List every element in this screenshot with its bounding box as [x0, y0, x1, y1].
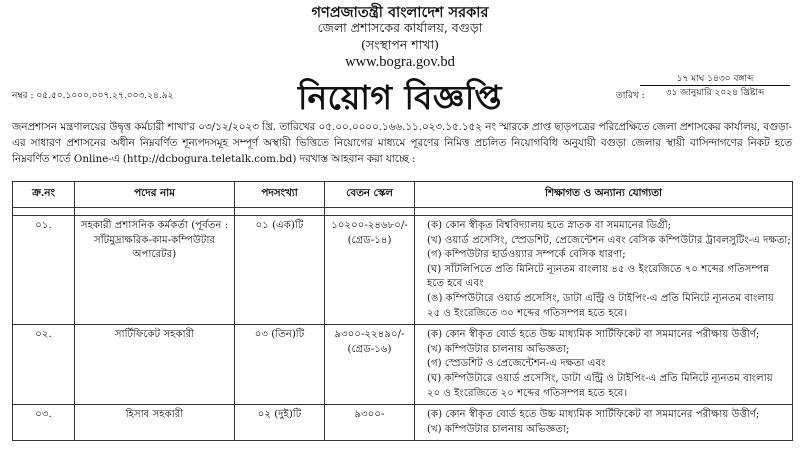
intro-paragraph: জনপ্রশাসন মন্ত্রণালয়ের উদ্বৃত্ত কর্মচারী শাখা'র ০৩/১২/২০২৩ খ্রি. তারিখের ০৫.০০.০০০০.১৬৬.১১.০২৩.১৫.১৫২ নং স্মারকে প্রাপ্ত ছাড়পত্রের পরিপ্রেক্ষিতে জেলা প্রশাসকের কার্যালয়, বগুড়া-এর সাধারণ প্রশাসনের অধীন নিম্নবর্ণিত শূন্যপদসমূহ সম্পূর্ণ অস্থায়ী ভিত্তিতে নিয়োগের মাধ্যমে পূরণের নিমিত্ত প্রচলিত নিয়োগবিধি অনুযায়ী বগুড়া জেলার স্থায়ী বাসিন্দাগণের নিকট হতে নিম্নবর্ণিত শর্তে Online-এ (http://dcbogura.teletalk.com.bd) দরখাস্ত আহবান করা যাচ্ছে :	[12, 121, 792, 165]
row-qualifications	[415, 405, 793, 441]
row-count: ০৩ (তিন)টি	[235, 325, 325, 405]
col-count-header: পদসংখ্যা	[235, 182, 325, 208]
website-url: www.bogra.gov.bd	[345, 54, 455, 70]
col-post-header: পদের নাম	[75, 182, 235, 208]
qualification-item: (গ) স্প্রেডশিট ও প্রেজেন্টেশন-এ দক্ষতা এবং	[427, 358, 606, 370]
row-pay	[325, 405, 415, 441]
pay-scale: ৯৩০০-২২৪৯০/-	[334, 329, 405, 341]
col-qualification-header: শিক্ষাগত ও অন্যান্য যোগ্যতা	[415, 182, 793, 208]
pay-grade: (গ্রেড-১৬)	[347, 343, 392, 355]
pay-grade: (গ্রেড-১৪)	[347, 234, 392, 246]
qualification-item: (ঘ) সাঁটলিপিতে প্রতি মিনিটে ন্যূনতম বাংলায় ৪৫ ও ইংরেজিতে ৭০ শব্দের গতিসম্পন্ন হতে হবে এবং	[427, 263, 770, 290]
pay-scale: ১০২০০-২৪৬৮০/-	[331, 220, 408, 231]
qualification-item: (গ) কম্পিউটার হার্ডওয়্যার সম্পর্কে বেসিক ধারণা;	[427, 249, 626, 261]
row-post: সহকারী প্রশাসনিক কর্মকর্তা (পূর্বতন : সাঁটমুদ্রাক্ষরিক-কাম-কম্পিউটার অপারেটর)	[75, 216, 235, 325]
date-bangla: ১৭ মাঘ ১৪৩০ বঙ্গাব্দ	[640, 72, 790, 86]
qualification-item: (ক) কোন স্বীকৃত বোর্ড হতে উচ্চ মাধ্যমিক সার্টিফিকেট বা সমমানের পরীক্ষায় উত্তীর্ণ;	[427, 409, 760, 421]
date-english: ৩১ জানুয়ারি ২০২৪ খ্রিষ্টাব্দ	[665, 88, 765, 98]
col-pay-header: বেতন স্কেল	[325, 182, 415, 208]
vacancy-table	[12, 181, 793, 441]
col-serial-header: ক্র.নং	[13, 182, 75, 208]
branch-name: (সংস্থাপন শাখা)	[360, 37, 440, 52]
row-pay	[325, 216, 415, 325]
qualification-item: (খ) কম্পিউটার চালনায় অভিজ্ঞতা;	[427, 343, 570, 355]
qualification-item: (ক) কোন স্বীকৃত বোর্ড হতে উচ্চ মাধ্যমিক সার্টিফিকেট বা সমমানের পরীক্ষায় উত্তীর্ণ;	[427, 329, 760, 341]
table-row	[13, 405, 793, 441]
row-serial: ০৩.	[13, 405, 75, 441]
row-count: ০১ (এক)টি	[235, 216, 325, 325]
date-label: তারিখ :	[616, 91, 645, 101]
row-qualifications	[415, 216, 793, 325]
office-name: জেলা প্রশাসকের কার্যালয়, বগুড়া	[317, 20, 483, 35]
row-serial: ০১.	[13, 216, 75, 325]
memo-number: নম্বর : ০৫.৫০.১০০০.০০৭.২৭.০০৩.২৪.৯২	[12, 91, 174, 101]
row-serial: ০২.	[13, 325, 75, 405]
qualification-item: (ঘ) কম্পিউটারে ওয়ার্ড প্রসেসিং, ডাটা এন্ট্রি ও টাইপিং-এ প্রতি মিনিটে ন্যূনতম বাংলায় ২০ ও ইংরেজিতে ২০ শব্দের গতিসম্পন্ন হতে হবে।	[427, 372, 773, 399]
row-qualifications	[415, 325, 793, 405]
qualification-item: (ঙ) কম্পিউটারে ওয়ার্ড প্রসেসিং, ডাটা এন্ট্রি ও টাইপিং-এ প্রতি মিনিটে ন্যূনতম বাংলায় ২৫ ও ইংরেজিতে ৩০ শব্দের গতিসম্পন্ন হতে হবে।	[427, 292, 774, 319]
table-spacer	[13, 208, 793, 216]
row-pay	[325, 325, 415, 405]
notice-title: নিয়োগ বিজ্ঞপ্তি	[298, 78, 502, 117]
row-count: ০২ (দুই)টি	[235, 405, 325, 441]
qualification-item: (ক) কোন স্বীকৃত বিশ্ববিদ্যালয় হতে স্নাতক বা সমমানের ডিগ্রী;	[427, 220, 672, 231]
table-header-row	[13, 182, 793, 208]
qualification-item: (খ) কম্পিউটার চালনায় অভিজ্ঞতা;	[427, 423, 570, 435]
qualification-item: (খ) ওয়ার্ড প্রসেসিং, স্প্রেডশিট, প্রেজেন্টেশন এবং বেসিক কম্পিউটার ট্রাবলসুটিং-এ দক্ষতা;	[427, 234, 791, 246]
date-block	[640, 72, 790, 100]
table-row	[13, 216, 793, 325]
government-name: গণপ্রজাতন্ত্রী বাংলাদেশ সরকার	[311, 4, 489, 21]
row-post: সার্টিফিকেট সহকারী	[75, 325, 235, 405]
pay-scale: ৯৩০০-	[354, 409, 385, 421]
row-post: হিসাব সহকারী	[75, 405, 235, 441]
table-row	[13, 325, 793, 405]
